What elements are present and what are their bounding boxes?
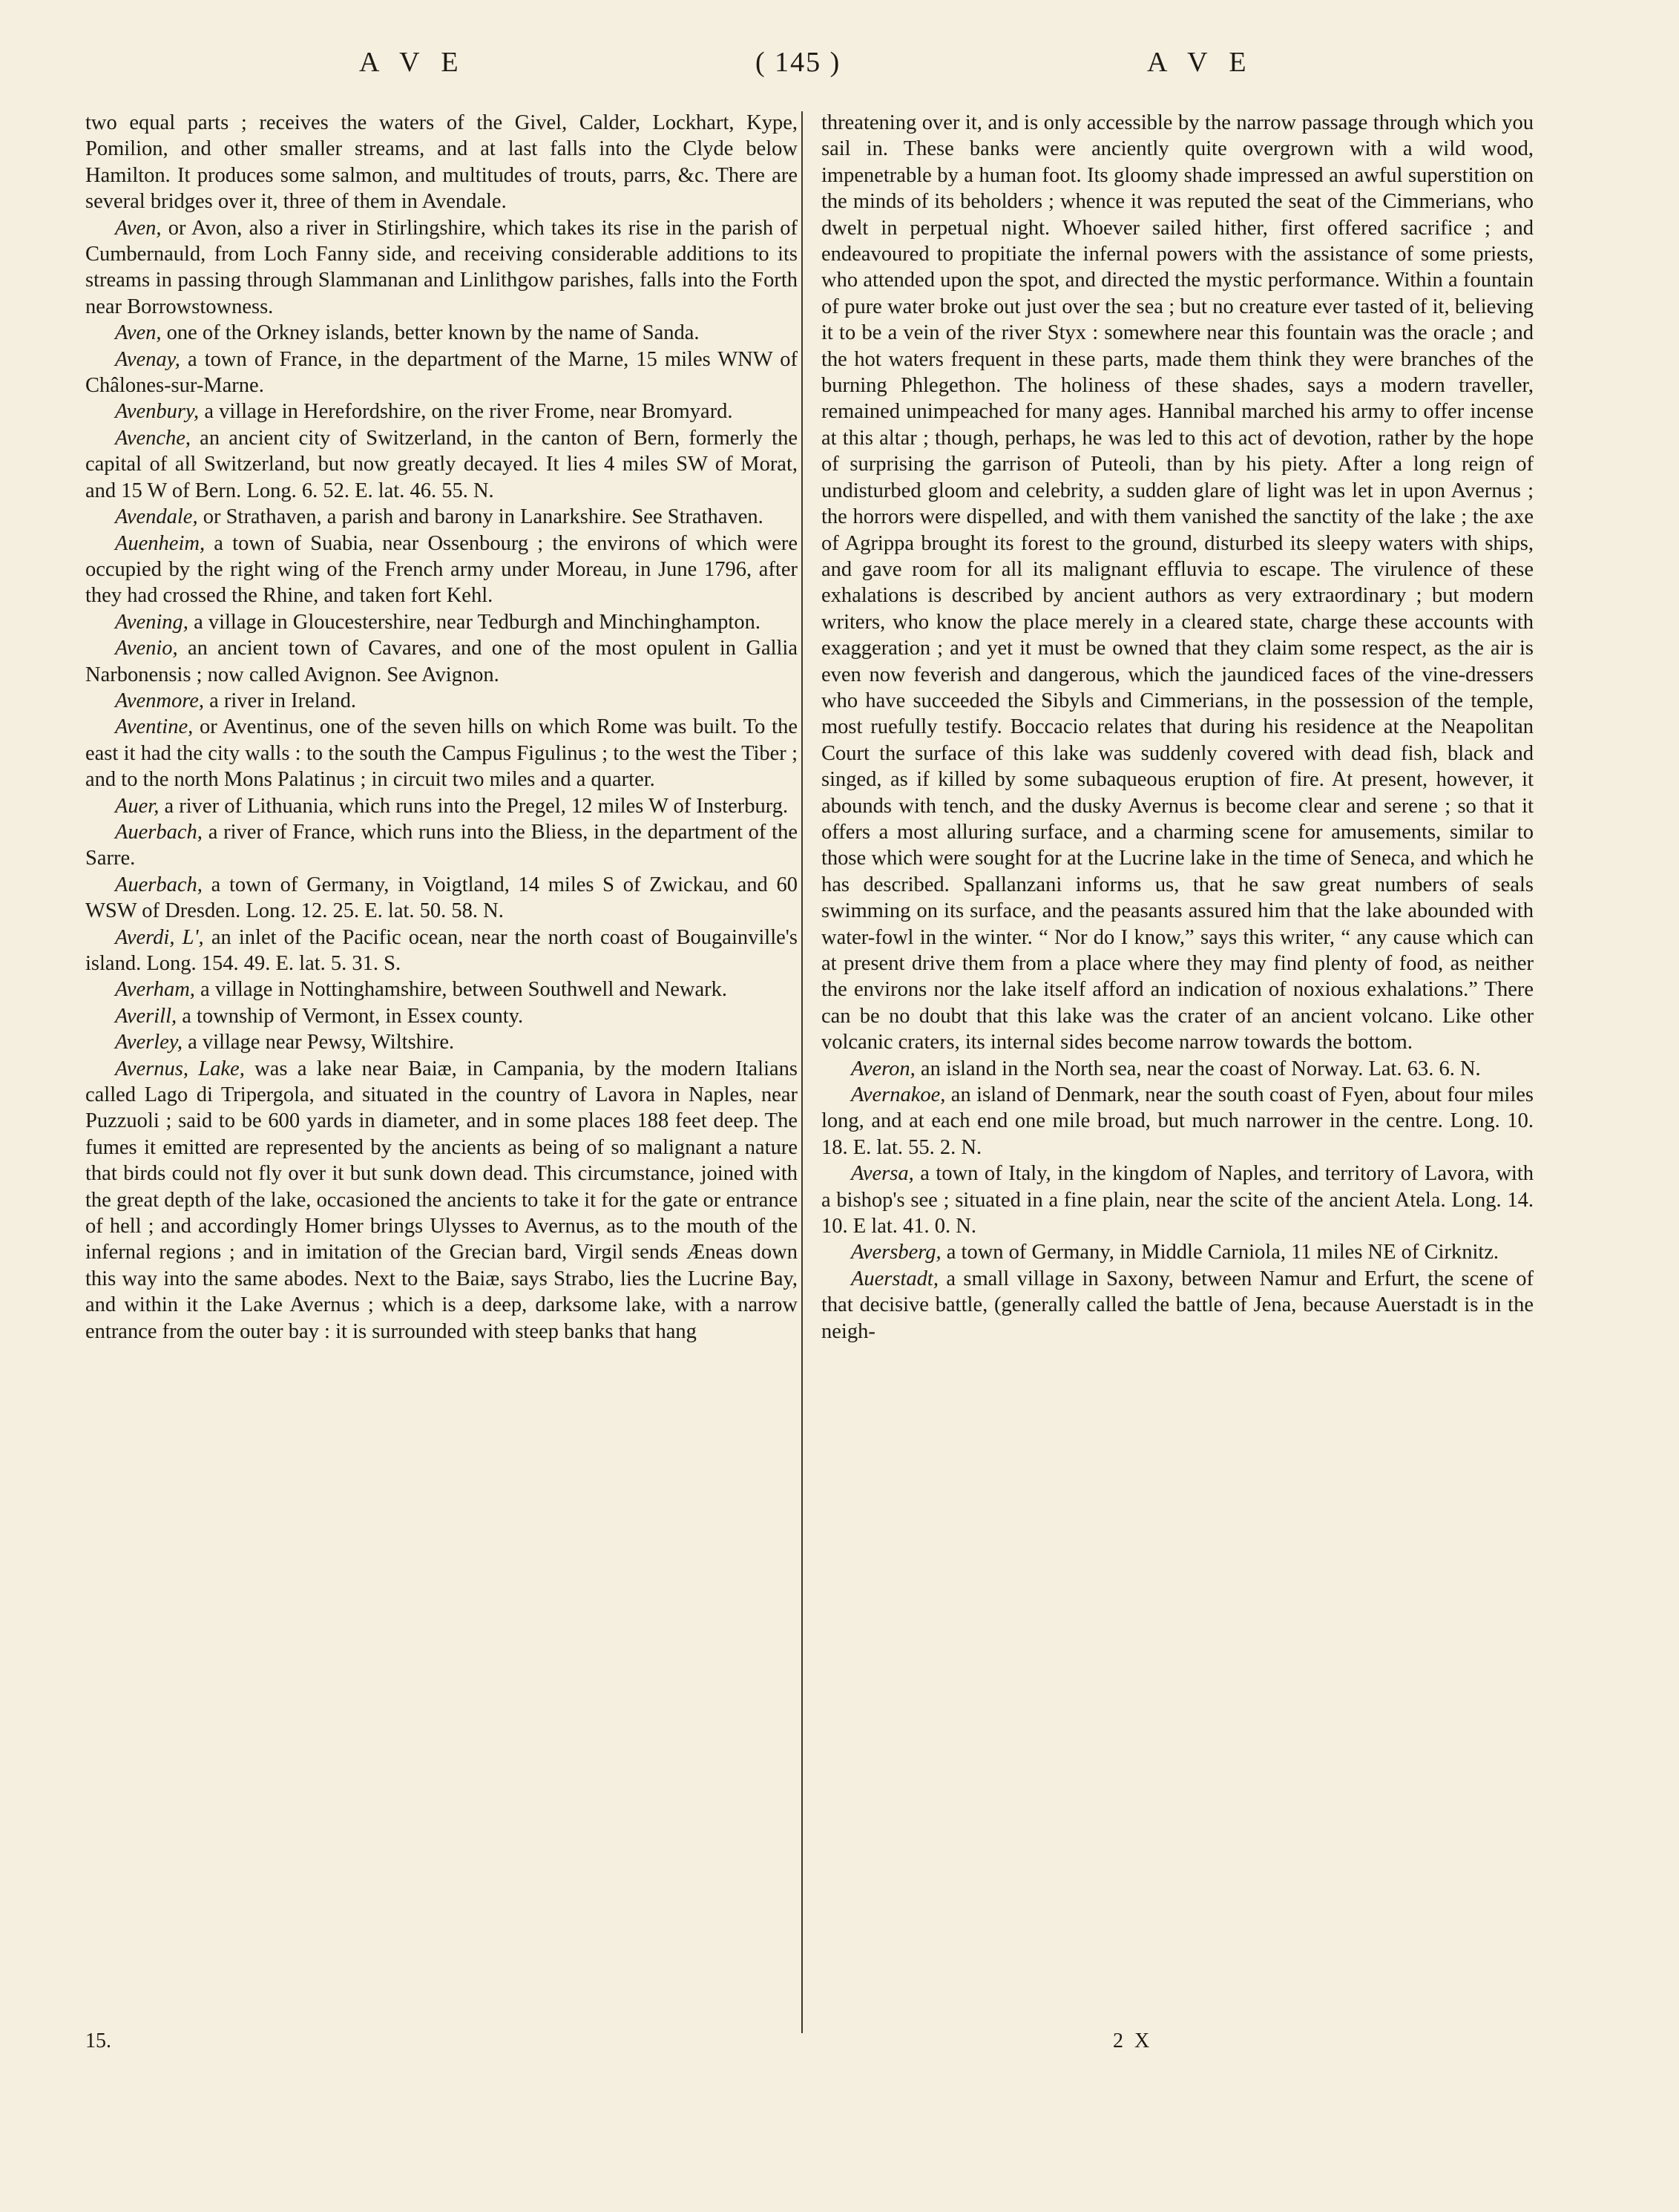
entry-headword: Aversberg, xyxy=(851,1241,942,1264)
header-left-guide-word: A V E xyxy=(359,47,466,78)
left-column xyxy=(85,110,798,1345)
entry-text: a town of Germany, in Middle Carniola, 11 miles NE of Cirknitz. xyxy=(941,1241,1499,1264)
entry-paragraph xyxy=(85,1003,798,1029)
entry-headword: Averdi, L', xyxy=(115,925,204,949)
entry-text: a village near Pewsy, Wiltshire. xyxy=(183,1031,455,1054)
entry-paragraph xyxy=(821,1161,1534,1239)
entry-headword: Averham, xyxy=(115,978,195,1002)
entry-headword: Avening, xyxy=(115,610,188,634)
entry-headword: Avenay, xyxy=(115,347,180,371)
entry-text: an inlet of the Pacific ocean, near the north coast of Bougainville's island. Long. 154. 49. E. lat. 5. 31. S. xyxy=(85,925,798,975)
entry-text: an island in the North sea, near the coast of Norway. Lat. 63. 6. N. xyxy=(915,1057,1481,1080)
entry-text: a town of France, in the department of the Marne, 15 miles WNW of Châlones-sur-Marne. xyxy=(85,347,798,398)
page-number: ( 145 ) xyxy=(755,47,841,78)
right-column xyxy=(821,110,1534,1345)
entry-headword: Avendale, xyxy=(115,505,198,529)
entry-text: or Avon, also a river in Stirlingshire, which takes its rise in the parish of Cumbernauld, from Loch Fanny side, and receiving considerable additions to its streams in passing through Slammanan and Linlithgow parishes, falls into the Forth near Borrowstowness. xyxy=(85,216,798,318)
entry-headword: Aversa, xyxy=(851,1162,914,1186)
entry-headword: Auerbach, xyxy=(115,820,203,844)
entry-headword: Auerstadt, xyxy=(851,1267,939,1290)
entry-text: a village in Gloucestershire, near Tedburgh and Minchinghampton. xyxy=(188,610,760,634)
entry-headword: Auerbach, xyxy=(115,873,203,896)
entry-text: or Strathaven, a parish and barony in Lanarkshire. See Strathaven. xyxy=(197,505,763,529)
entry-text: an ancient town of Cavares, and one of the most opulent in Gallia Narbonensis ; now called Avignon. See Avignon. xyxy=(85,637,798,686)
entry-text: a village in Herefordshire, on the river Frome, near Bromyard. xyxy=(199,400,733,424)
entry-text: a town of Italy, in the kingdom of Naples, and territory of Lavora, with a bishop's see ; situated in a fine plain, near the scite of the ancient Atela. Long. 14. 10. E lat. 41. 0. N. xyxy=(821,1162,1534,1238)
entry-paragraph xyxy=(85,110,798,215)
entry-headword: Averley, xyxy=(115,1031,183,1054)
entry-headword: Avenmore, xyxy=(115,689,205,712)
entry-paragraph xyxy=(85,819,798,872)
entry-headword: Avernus, Lake, xyxy=(115,1057,245,1080)
entry-paragraph xyxy=(85,320,798,346)
header-right-guide-word: A V E xyxy=(1147,47,1254,78)
entry-text: a township of Vermont, in Essex county. xyxy=(177,1004,524,1028)
entry-text: a small village in Saxony, between Namur and Erfurt, the scene of that decisive battle, (generally called the battle of Jena, because Auerstadt is in the neigh- xyxy=(821,1267,1534,1343)
entry-paragraph xyxy=(85,1056,798,1345)
entry-paragraph xyxy=(85,635,798,688)
entry-paragraph xyxy=(85,793,798,819)
signature-mark-right: 2 X xyxy=(1113,2029,1153,2052)
entry-paragraph xyxy=(85,398,798,424)
entry-paragraph xyxy=(85,347,798,399)
entry-text: an ancient city of Switzerland, in the canton of Bern, formerly the capital of all Switzerland, but now greatly decayed. It lies 4 miles SW of Morat, and 15 W of Bern. Long. 6. 52. E. lat. 46. 55. N. xyxy=(85,426,798,502)
entry-headword: Aven, xyxy=(115,321,162,345)
entry-headword: Avenio, xyxy=(115,637,178,660)
entry-text: a town of Suabia, near Ossenbourg ; the environs of which were occupied by the right wing of the French army under Moreau, in June 1796, after they had crossed the Rhine, and taken fort Kehl. xyxy=(85,531,798,608)
entry-text: was a lake near Baiæ, in Campania, by the modern Italians called Lago di Tripergola, and situated in the country of Lavora in Naples, near Puzzuoli ; said to be 600 yards in diameter, and in some places 188 feet deep. The fumes it emitted are represented by the ancients as being of so malignant a nature that birds could not fly over it but sunk down dead. This circumstance, joined with the great depth of the lake, occasioned the ancients to take it for the gate or entrance of hell ; and accordingly Homer brings Ulysses to Avernus, as to the mouth of the infernal regions ; and in imitation of the Grecian bard, Virgil sends Æneas down this way into the same abodes. Next to the Baiæ, says Strabo, lies the Lucrine Bay, and within it the Lake Avernus ; which is a deep, darksome lake, with a narrow entrance from the outer bay : it is surrounded with steep banks that hang xyxy=(85,1057,798,1343)
entry-paragraph xyxy=(821,1056,1534,1082)
entry-paragraph xyxy=(821,1082,1534,1161)
signature-mark-left: 15. xyxy=(85,2029,111,2052)
entry-paragraph xyxy=(821,1266,1534,1345)
entry-paragraph xyxy=(85,531,798,609)
entry-headword: Aven, xyxy=(115,216,162,240)
entry-text: two equal parts ; receives the waters of the Givel, Calder, Lockhart, Kype, Pomilion, and other smaller streams, and at last falls into the Clyde below Hamilton. It produces some salmon, and multitudes of trouts, parrs, &c. There are several bridges over it, three of them in Avendale. xyxy=(85,111,798,214)
entry-text: a river of Lithuania, which runs into the Pregel, 12 miles W of Insterburg. xyxy=(159,794,789,818)
running-header xyxy=(0,46,1679,91)
entry-paragraph xyxy=(85,688,798,714)
entry-paragraph xyxy=(821,110,1534,1056)
entry-paragraph xyxy=(85,609,798,635)
entry-paragraph xyxy=(85,925,798,977)
entry-headword: Aventine, xyxy=(115,715,194,739)
entry-headword: Auenheim, xyxy=(115,531,206,555)
entry-paragraph xyxy=(85,714,798,792)
entry-text: one of the Orkney islands, better known by the name of Sanda. xyxy=(161,321,700,345)
entry-paragraph xyxy=(85,504,798,530)
entry-headword: Avenche, xyxy=(115,426,191,450)
entry-text: or Aventinus, one of the seven hills on which Rome was built. To the east it had the city walls : to the south the Campus Figulinus ; to the west the Tiber ; and to the north Mons Palatinus ; in circuit two miles and a quarter. xyxy=(85,715,798,792)
entry-paragraph xyxy=(85,977,798,1002)
entry-paragraph xyxy=(821,1239,1534,1265)
entry-paragraph xyxy=(85,425,798,504)
entry-text: a village in Nottinghamshire, between Southwell and Newark. xyxy=(194,978,727,1002)
entry-text: threatening over it, and is only accessible by the narrow passage through which you sail in. These banks were anciently quite overgrown with a wild wood, impenetrable by a human foot. Its gloomy shade impressed an awful superstition on the minds of its beholders ; whence it was reputed the seat of the Cimmerians, who dwelt in perpetual night. Whoever sailed hither, first offered sacrifice ; and endeavoured to propitiate the infernal powers with the assistance of some priests, who attended upon the spot, and directed the mystic performance. Within a fountain of pure water broke out just over the sea ; but no creature ever tasted of it, believing it to be a vein of the river Styx : somewhere near this fountain was the oracle ; and the hot waters frequent in these parts, made them think they were branches of the burning Phlegethon. The holiness of these shades, says a modern traveller, remained unimpeached for many ages. Hannibal marched his army to offer incense at this altar ; though, perhaps, he was led to this act of devotion, rather by the hope of surprising the garrison of Puteoli, than by his piety. After a long reign of undisturbed gloom and celebrity, a sudden glare of light was let in upon Avernus ; the horrors were dispelled, and with them vanished the sanctity of the lake ; the axe of Agrippa brought its forest to the ground, disturbed its sleepy waters with ships, and gave room for all its malignant effluvia to escape. The virulence of these exhalations is described by ancient authors as very extraordinary ; but modern writers, who know the place merely in a cleared state, charge these accounts with exaggeration ; and yet it must be owned that they claim some respect, as the air is even now feverish and dangerous, which the jaundiced faces of the vine-dressers who have succeeded the Sibyls and Cimmerians, in the possession of the temple, most ruefully testify. Boccacio relates that during his residence at the Neapolitan Court the surface of this lake was suddenly covered with dead fish, black and singed, as if killed by some subaqueous eruption of fire. At present, however, it abounds with tench, and the dusky Avernus is become clear and serene ; so that it offers a most alluring surface, and a charming scene for amusements, similar to those which were sought for at the Lucrine lake in the time of Seneca, and which he has described. Spallanzani informs us, that he saw great numbers of seals swimming on its surface, and the peasants assured him that the lake abounded with water-fowl in the winter. “ Nor do I know,” says this writer, “ any cause which can at present drive them from a place where they may find plenty of food, as neither the environs nor the lake itself afford an indication of noxious exhalations.” There can be no doubt that this lake was the crater of an ancient volcano. Like other volcanic craters, its internal sides become narrow towards the bottom. xyxy=(821,111,1534,1054)
entry-headword: Avernakoe, xyxy=(851,1083,946,1107)
entry-headword: Auer, xyxy=(115,794,160,818)
entry-headword: Averon, xyxy=(851,1057,916,1080)
column-divider xyxy=(801,111,803,2033)
entry-headword: Averill, xyxy=(115,1004,177,1028)
entry-paragraph xyxy=(85,1029,798,1055)
entry-text: a river in Ireland. xyxy=(204,689,356,712)
entry-text: an island of Denmark, near the south coast of Fyen, about four miles long, and at each end one mile broad, but much narrower in the centre. Long. 10. 18. E. lat. 55. 2. N. xyxy=(821,1083,1534,1159)
entry-text: a river of France, which runs into the Bliess, in the department of the Sarre. xyxy=(85,820,798,870)
entry-paragraph xyxy=(85,215,798,321)
entry-text: a town of Germany, in Voigtland, 14 miles S of Zwickau, and 60 WSW of Dresden. Long. 12. 25. E. lat. 50. 58. N. xyxy=(85,873,798,923)
entry-headword: Avenbury, xyxy=(115,400,200,424)
entry-paragraph xyxy=(85,872,798,925)
